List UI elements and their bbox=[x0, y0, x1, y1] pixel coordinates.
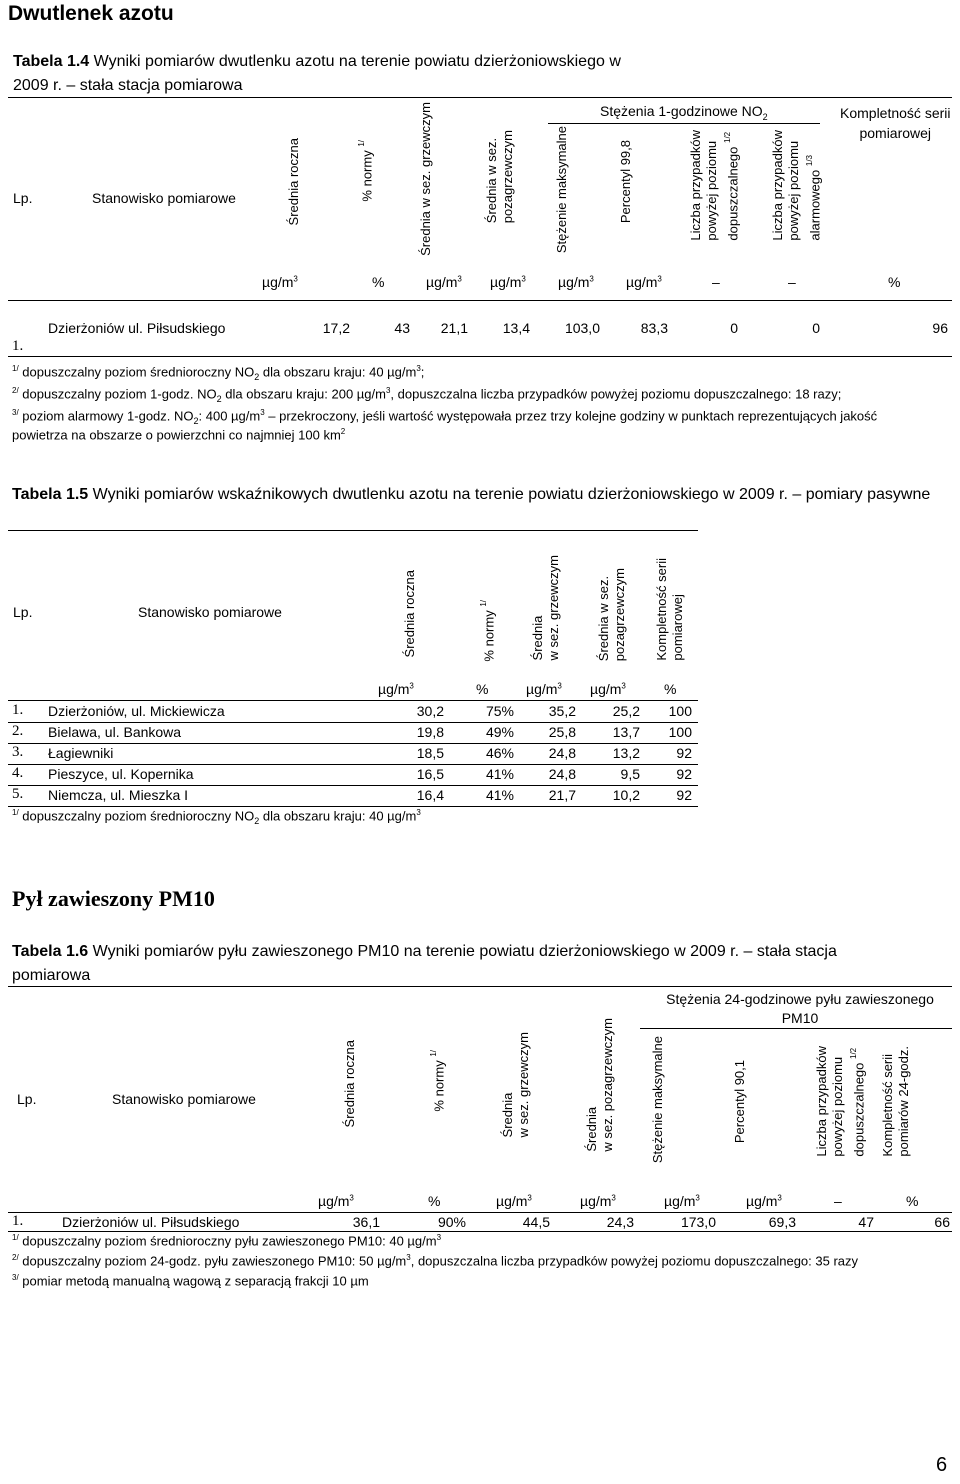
col-lp: Lp. bbox=[17, 1091, 37, 1107]
col-station: Stanowisko pomiarowe bbox=[92, 190, 236, 206]
row-lp: 1. bbox=[12, 1213, 24, 1229]
footnote-3: $^{3/}$ poziom alarmowy 1-godz. $NO_2$: 400 $\mu g/m^3$ – przekroczony, jeśli wartość występowała przez trzy kolejne godziny w punktach reprezentujących jakość bbox=[12, 408, 878, 426]
cell: 25,8 bbox=[548, 724, 576, 740]
row-station: Dzierżoniów ul. Piłsudskiego bbox=[62, 1214, 240, 1230]
col-norm: % normy $^{1/}$ bbox=[357, 140, 375, 202]
unit: $\mu g/m^3$ bbox=[746, 1193, 782, 1209]
col-exceed-limit: Liczba przypadków powyżej poziomu dopuszczalnego $^{1/2}$ bbox=[688, 130, 741, 241]
section-heading-pm10: Pył zawieszony PM10 bbox=[12, 886, 215, 911]
unit: % bbox=[888, 274, 901, 290]
footnote-1: $^{1/}$ dopuszczalny poziom średnioroczny pyłu zawieszonego PM10: 40 $\mu g/m^3$ bbox=[12, 1233, 442, 1249]
footnote-3-cont: powietrza na obszarze o powierzchni co najmniej 100 $km^2$ bbox=[12, 427, 346, 443]
unit: $\mu g/m^3$ bbox=[378, 681, 414, 697]
cell: 41% bbox=[485, 766, 514, 782]
unit: $\mu g/m^3$ bbox=[526, 681, 562, 697]
col-annual: Średnia roczna bbox=[402, 570, 417, 658]
col-percentile: Percentyl 90,1 bbox=[732, 1060, 747, 1144]
cell: 13,2 bbox=[612, 745, 640, 761]
col-norm: % normy $^{1/}$ bbox=[479, 600, 497, 662]
unit: $\mu g/m^3$ bbox=[626, 274, 662, 290]
unit: $\mu g/m^3$ bbox=[580, 1193, 616, 1209]
row-station: Dzierżoniów, ul. Mickiewicza bbox=[48, 703, 225, 719]
cell: 13,7 bbox=[612, 724, 640, 740]
row-station: Łagiewniki bbox=[48, 745, 114, 761]
row-rule bbox=[8, 785, 698, 786]
cell: 18,5 bbox=[416, 745, 444, 761]
unit: – bbox=[788, 274, 796, 290]
row-station: Niemcza, ul. Mieszka I bbox=[48, 787, 189, 803]
footnote-2: $^{2/}$ dopuszczalny poziom 24-godz. pyłu zawieszonego PM10: 50 $\mu g/m^3$, dopuszczalna liczba przypadków powyżej poziomu dopuszczalnego: 35 razy bbox=[12, 1253, 859, 1269]
cell: 92 bbox=[676, 787, 692, 803]
table-rule bbox=[8, 530, 698, 531]
table-rule bbox=[8, 700, 698, 701]
col-max: Stężenie maksymalne bbox=[650, 1036, 665, 1164]
cell: 24,3 bbox=[606, 1214, 634, 1230]
cell: 69,3 bbox=[768, 1214, 796, 1230]
unit: % bbox=[372, 274, 385, 290]
unit: $\mu g/m^3$ bbox=[490, 274, 526, 290]
footnote-1: $^{1/}$ dopuszczalny poziom średnioroczny $NO_2$ dla obszaru kraju: 40 $\mu g/m^3$; bbox=[12, 364, 425, 382]
unit: $\mu g/m^3$ bbox=[426, 274, 462, 290]
group-1h-header: Stężenia 1-godzinowe $NO_2$ bbox=[600, 103, 768, 122]
col-summer: Średnia w sez. grzewczym bbox=[418, 102, 433, 256]
cell: 100 bbox=[668, 703, 692, 719]
cell: 75% bbox=[485, 703, 514, 719]
unit: $\mu g/m^3$ bbox=[558, 274, 594, 290]
cell: 43 bbox=[394, 320, 410, 336]
col-annual: Średnia roczna bbox=[286, 138, 301, 226]
page-number: 6 bbox=[936, 1454, 948, 1476]
col-lp: Lp. bbox=[13, 604, 33, 620]
cell: 10,2 bbox=[612, 787, 640, 803]
row-station: Pieszyce, ul. Kopernika bbox=[48, 766, 194, 782]
caption-text: Wyniki pomiarów wskaźnikowych dwutlenku azotu na terenie powiatu dzierżoniowskiego w 2009 r. – pomiary pasywne bbox=[88, 486, 931, 503]
table-1-6-caption bbox=[12, 940, 912, 988]
cell: 13,4 bbox=[502, 320, 530, 336]
cell: 16,4 bbox=[416, 787, 444, 803]
cell: 41% bbox=[485, 787, 514, 803]
section-heading-no2: Dwutlenek azotu bbox=[8, 2, 174, 25]
col-annual: Średnia roczna bbox=[342, 1040, 357, 1128]
table-label: Tabela 1.4 bbox=[13, 53, 90, 70]
caption-text: Wyniki pomiarów dwutlenku azotu na terenie powiatu dzierżoniowskiego w 2009 r. – stała stacja pomiarowa bbox=[13, 53, 621, 94]
table-rule bbox=[8, 1212, 952, 1213]
cell: 9,5 bbox=[620, 766, 640, 782]
unit: $\mu g/m^3$ bbox=[496, 1193, 532, 1209]
cell: 21,7 bbox=[548, 787, 576, 803]
row-rule bbox=[8, 743, 698, 744]
row-rule bbox=[8, 764, 698, 765]
table-label: Tabela 1.6 bbox=[12, 943, 89, 960]
col-winter: Średnia w sez. pozagrzewczym bbox=[596, 568, 627, 662]
col-completeness: Kompletność serii pomiarowej bbox=[654, 558, 685, 661]
col-winter: Średnia w sez. pozagrzewczym bbox=[584, 1018, 615, 1152]
group-24h-header: Stężenia 24-godzinowe pyłu zawieszonego PM10 bbox=[666, 991, 934, 1026]
cell: 92 bbox=[676, 745, 692, 761]
cell: 173,0 bbox=[680, 1214, 716, 1230]
row-lp: 5. bbox=[12, 786, 24, 802]
col-completeness: Kompletność serii pomiarów 24-godz. bbox=[880, 1046, 911, 1157]
cell: 17,2 bbox=[322, 320, 350, 336]
col-station: Stanowisko pomiarowe bbox=[138, 604, 282, 620]
group-rule bbox=[640, 1028, 952, 1029]
row-lp: 3. bbox=[12, 744, 24, 760]
row-lp: 1. bbox=[12, 702, 24, 718]
row-lp: 1. bbox=[12, 338, 24, 354]
unit: % bbox=[906, 1193, 919, 1209]
table-rule bbox=[8, 1231, 952, 1232]
unit: $\mu g/m^3$ bbox=[262, 274, 298, 290]
table-rule bbox=[8, 986, 952, 987]
cell: 83,3 bbox=[640, 320, 668, 336]
table-rule bbox=[8, 97, 952, 98]
cell: 0 bbox=[730, 320, 738, 336]
cell: 66 bbox=[934, 1214, 950, 1230]
cell: 35,2 bbox=[548, 703, 576, 719]
cell: 44,5 bbox=[522, 1214, 550, 1230]
table-rule bbox=[8, 806, 698, 807]
cell: 24,8 bbox=[548, 745, 576, 761]
row-lp: 2. bbox=[12, 723, 24, 739]
col-completeness: Kompletność serii pomiarowej bbox=[840, 105, 951, 141]
cell: 21,1 bbox=[440, 320, 468, 336]
unit: – bbox=[834, 1193, 842, 1209]
row-rule bbox=[8, 722, 698, 723]
unit: $\mu g/m^3$ bbox=[318, 1193, 354, 1209]
cell: 96 bbox=[932, 320, 948, 336]
unit: % bbox=[428, 1193, 441, 1209]
cell: 16,5 bbox=[416, 766, 444, 782]
footnote-1: $^{1/}$ dopuszczalny poziom średnioroczny $NO_2$ dla obszaru kraju: 40 $\mu g/m^3$ bbox=[12, 808, 421, 826]
col-summer: Średnia w sez. grzewczym bbox=[500, 1032, 531, 1138]
caption-text: Wyniki pomiarów pyłu zawieszonego PM10 na terenie powiatu dzierżoniowskiego w 2009 r. – stała stacja pomiarowa bbox=[12, 943, 837, 984]
unit: % bbox=[476, 681, 489, 697]
unit: $\mu g/m^3$ bbox=[664, 1193, 700, 1209]
col-max: Stężenie maksymalne bbox=[554, 126, 569, 254]
col-exceed-alarm: Liczba przypadków powyżej poziomu alarmowego $^{1/3}$ bbox=[770, 130, 823, 241]
col-station: Stanowisko pomiarowe bbox=[112, 1091, 256, 1107]
cell: 103,0 bbox=[564, 320, 600, 336]
col-norm: % normy $^{1/}$ bbox=[429, 1050, 447, 1112]
cell: 90% bbox=[437, 1214, 466, 1230]
cell: 49% bbox=[485, 724, 514, 740]
table-1-4-caption bbox=[13, 50, 653, 98]
table-label: Tabela 1.5 bbox=[12, 486, 89, 503]
cell: 24,8 bbox=[548, 766, 576, 782]
unit: – bbox=[712, 274, 720, 290]
table-rule bbox=[8, 356, 952, 357]
cell: 100 bbox=[668, 724, 692, 740]
cell: 25,2 bbox=[612, 703, 640, 719]
footnote-2: $^{2/}$ dopuszczalny poziom 1-godz. $NO_2$ dla obszaru kraju: 200 $\mu g/m^3$, dopuszczalna liczba przypadków powyżej poziomu dopuszczalnego: 18 razy; bbox=[12, 386, 842, 404]
cell: 47 bbox=[858, 1214, 874, 1230]
col-exceed-limit: Liczba przypadków powyżej poziomu dopuszczalnego $^{1/2}$ bbox=[814, 1046, 867, 1157]
col-percentile: Percentyl 99,8 bbox=[618, 140, 633, 224]
row-station: Dzierżoniów ul. Piłsudskiego bbox=[48, 320, 226, 336]
cell: 30,2 bbox=[416, 703, 444, 719]
unit: $\mu g/m^3$ bbox=[590, 681, 626, 697]
table-rule bbox=[8, 300, 952, 301]
cell: 46% bbox=[485, 745, 514, 761]
footnote-3: $^{3/}$ pomiar metodą manualną wagową z separacją frakcji 10 µm bbox=[12, 1273, 369, 1289]
row-station: Bielawa, ul. Bankowa bbox=[48, 724, 182, 740]
table-1-5-caption bbox=[12, 483, 932, 507]
cell: 92 bbox=[676, 766, 692, 782]
col-summer: Średnia w sez. grzewczym bbox=[530, 555, 561, 661]
col-winter: Średnia w sez. pozagrzewczym bbox=[484, 130, 515, 224]
cell: 0 bbox=[812, 320, 820, 336]
col-lp: Lp. bbox=[13, 190, 33, 206]
row-lp: 4. bbox=[12, 765, 24, 781]
cell: 19,8 bbox=[416, 724, 444, 740]
group-rule bbox=[548, 123, 820, 124]
unit: % bbox=[664, 681, 677, 697]
cell: 36,1 bbox=[352, 1214, 380, 1230]
